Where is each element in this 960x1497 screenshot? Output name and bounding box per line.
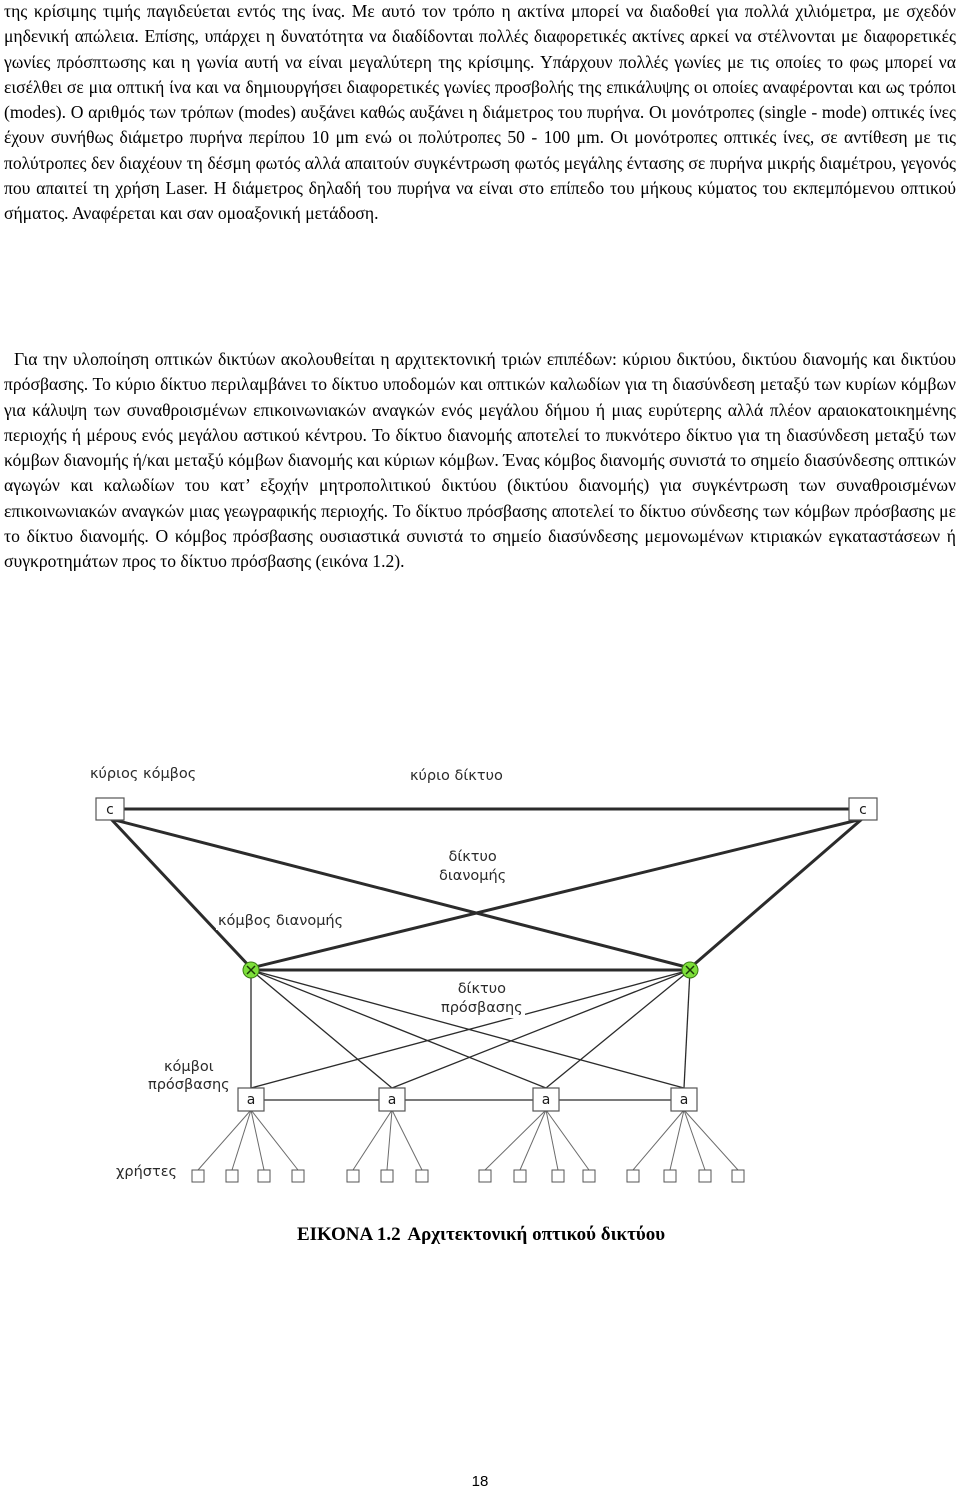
user-terminal (347, 1170, 359, 1182)
user-terminal (552, 1170, 564, 1182)
core-node-right (849, 798, 877, 820)
user-terminal (192, 1170, 204, 1182)
svg-text:c: c (859, 802, 867, 818)
paragraph-fiber-modes: της κρίσιμης τιμής παγιδεύεται εντός της ίνας. Με αυτό τον τρόπο η ακτίνα μπορεί να διαδοθεί για πολλά χιλιόμετρα, με σχεδόν μηδενική απώλεια. Επίσης, υπάρχει η δυνατότητα να διαδίδονται πολλές διαφορετικές ακτίνες αρκεί να στέλνονται με διαφορετικές γωνίες πρόσπτωσης και η γωνία αυτή να είναι μεγαλύτερη της κρίσιμης. Υπάρχουν πολλές γωνίες με τις οποίες το φως μπορεί να εισέλθει σε μια οπτική ίνα και να δημιουργήσει διαφορετικές γωνίες προσβολής της επικάλυψης οι οποίες αναφέρονται και ως τρόποι (modes). Ο αριθμός των τρόπων (modes) αυξάνει καθώς αυξάνει η διάμετρος του πυρήνα. Οι μονότροπες (single - mode) οπτικές ίνες έχουν συνήθως διάμετρο πυρήνα περίπου 10 μm ενώ οι πολύτροπες 50 - 100 μm. Οι μονότροπες οπτικές ίνες, σε αντίθεση με τις πολύτροπες δεν διαχέουν τη δέσμη φωτός αλλά απαιτούν συγκέντρωση φωτός μεγάλης έντασης σε πυρήνα μικρής διαμέτρου, γεγονός που απαιτεί τη χρήση Laser. Η διάμετρος δηλαδή του πυρήνα να είναι στο επίπεδο του μήκους κύματος του εκπεμπόμενου οπτικού σήματος. Αναφέρεται και σαν ομοαξονική μετάδοση. (4, 1, 956, 224)
user-terminal (292, 1170, 304, 1182)
figure-caption-text: Αρχιτεκτονική οπτικού δικτύου (407, 1224, 666, 1245)
core-left-to-dist-left-link (111, 819, 251, 968)
paragraph-network-architecture-text: Για την υλοποίηση οπτικών δικτύων ακολουθείται η αρχιτεκτονική τριών επιπέδων: κύριου δικτύου, δικτύου διανομής και δικτύου πρόσβασης. Το κύριο δίκτυο περιλαμβάνει το δίκτυο υποδομών και οπτικών καλωδίων για τη διασύνδεση μεταξύ των κυρίων κόμβων για κάλυψη των συναθροισμένων επικοινωνιακών αναγκών ενός μεγάλου δήμου ή μιας ευρύτερης αλλά πλέον αραιοκατοικημένης περιοχής ή μέρους ενός μεγάλου αστικού κέντρου. Το δίκτυο διανομής αποτελεί το πυκνότερο δίκτυο για τη διασύνδεση μεταξύ των κόμβων διανομής ή/και μεταξύ κόμβων διανομής και κύριων κόμβων. Ένας κόμβος διανομής συνιστά το σημείο διασύνδεσης οπτικών αγωγών και καλωδίων του κατ’ εξοχήν μητροπολιτικού δικτύου (δικτύου διανομής) για συγκέντρωση των συναθροισμένων επικοινωνιακών αναγκών μιας γεωγραφικής περιοχής. Το δίκτυο πρόσβασης αποτελεί το δίκτυο σύνδεσης των κόμβων πρόσβασης με το δίκτυο διανομής. Ο κόμβος πρόσβασης ουσιαστικά συνιστά το σημείο διασύνδεσης μεμονωμένων κτιριακών εγκαταστάσεων ή συγκροτημάτων προς το δίκτυο πρόσβασης (εικόνα 1.2). (4, 349, 956, 572)
user-terminal (381, 1170, 393, 1182)
user-terminal (258, 1170, 270, 1182)
user-terminal (479, 1170, 491, 1182)
user-terminal (583, 1170, 595, 1182)
core-right-to-dist-left-link (251, 819, 862, 968)
user-terminal (226, 1170, 238, 1182)
user-terminal (627, 1170, 639, 1182)
network-links (111, 809, 862, 970)
user-terminal (732, 1170, 744, 1182)
access-node-2 (379, 1088, 405, 1111)
figure-caption (0, 1223, 960, 1247)
distribution-node-left (243, 962, 259, 978)
user-terminals (192, 1170, 744, 1182)
svg-text:c: c (106, 802, 114, 818)
distribution-node-label: κόμβος διανομής (218, 913, 344, 929)
access-network-label: δίκτυο πρόσβασης (441, 981, 523, 1016)
core-node-left (96, 798, 124, 820)
access-node-3 (533, 1088, 559, 1111)
paragraph-network-architecture (4, 347, 956, 575)
svg-text:a: a (246, 1092, 256, 1108)
distribution-network-label: δίκτυο διανομής (439, 849, 507, 884)
user-links (198, 1110, 738, 1170)
svg-text:a: a (541, 1092, 551, 1108)
network-architecture-figure (84, 754, 880, 1222)
svg-text:a: a (387, 1092, 397, 1108)
access-nodes-label: κόμβοι πρόσβασης (148, 1059, 230, 1093)
access-node-1 (238, 1088, 264, 1111)
main-network-label: κύριο δίκτυο (410, 768, 503, 784)
core-left-to-dist-right-link (111, 819, 690, 968)
user-terminal (699, 1170, 711, 1182)
main-node-label: κύριος κόμβος (90, 766, 197, 782)
user-terminal (664, 1170, 676, 1182)
svg-text:a: a (679, 1092, 689, 1108)
user-terminal (514, 1170, 526, 1182)
users-label: χρήστες (116, 1164, 178, 1180)
user-terminal (416, 1170, 428, 1182)
figure-caption-prefix: ΕΙΚΟΝΑ 1.2 (296, 1224, 401, 1245)
page-number: 18 (471, 1473, 489, 1490)
distribution-node-right (682, 962, 698, 978)
access-node-4 (671, 1088, 697, 1111)
